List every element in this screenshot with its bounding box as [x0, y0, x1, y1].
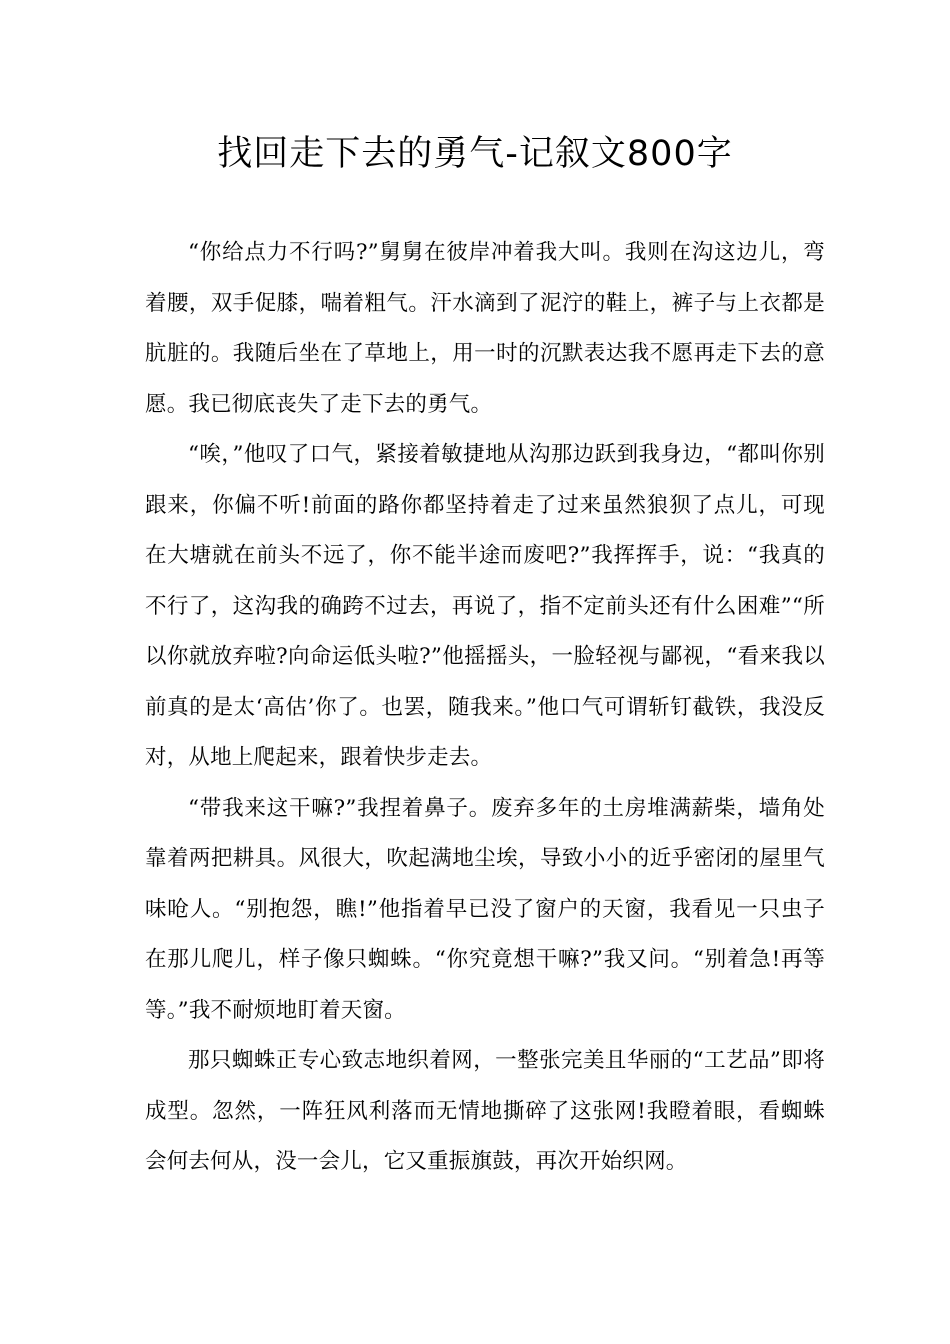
- paragraph-4: 那只蜘蛛正专心致志地织着网，一整张完美且华丽的“工艺品”即将成型。忽然，一阵狂风利落而无情地撕碎了这张网!我瞪着眼，看蜘蛛会何去何从，没一会儿，它又重振旗鼓，再次开始织网。: [145, 1048, 825, 1174]
- document-title: 找回走下去的勇气-记叙文800字: [217, 134, 733, 174]
- paragraph-2: “唉，”他叹了口气，紧接着敏捷地从沟那边跃到我身边，“都叫你别跟来，你偏不听!前面的路你都坚持着走了过来虽然狼狈了点儿，可现在大塘就在前头不远了，你不能半途而废吧?”我挥挥手，说：“我真的不行了，这沟我的确跨不过去，再说了，指不定前头还有什么困难”“所以你就放弃啦?向命运低头啦?”他摇摇头，一脸轻视与鄙视，“看来我以前真的是太‘高估’你了。也罢，随我来。”他口气可谓斩钉截铁，我没反对，从地上爬起来，跟着快步走去。: [145, 442, 825, 770]
- paragraph-3: “带我来这干嘛?”我捏着鼻子。废弃多年的土房堆满薪柴，墙角处靠着两把耕具。风很大，吹起满地尘埃，导致小小的近乎密闭的屋里气味呛人。“别抱怨，瞧!”他指着早已没了窗户的天窗，我看见一只虫子在那儿爬儿，样子像只蜘蛛。“你究竟想干嘛?”我又问。“别着急!再等等。”我不耐烦地盯着天窗。: [145, 795, 825, 1023]
- article-body: [145, 228, 825, 1188]
- paragraph-1: “你给点力不行吗?”舅舅在彼岸冲着我大叫。我则在沟这边儿，弯着腰，双手促膝，喘着粗气。汗水滴到了泥泞的鞋上，裤子与上衣都是肮脏的。我随后坐在了草地上，用一时的沉默表达我不愿再走下去的意愿。我已彻底丧失了走下去的勇气。: [145, 240, 825, 417]
